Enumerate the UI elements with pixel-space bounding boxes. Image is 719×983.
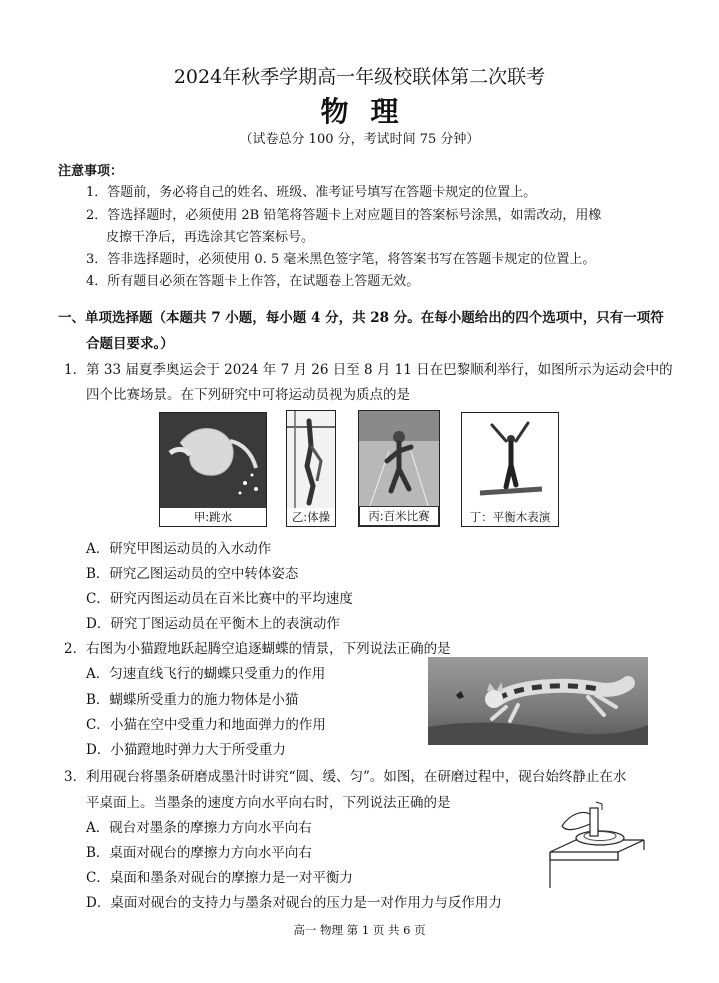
cat-butterfly-illustration: [428, 657, 648, 745]
question-1-option-a: A．研究甲图运动员的入水动作: [86, 541, 272, 557]
question-3-stem: 3．利用砚台将墨条研磨成墨汁时讲究“圆、缓、匀”。如图，在研磨过程中，砚台始终静止在水: [64, 769, 627, 785]
inkstone-diagram: [540, 800, 650, 895]
question-1-option-b: B．研究乙图运动员的空中转体姿态: [86, 566, 299, 582]
question-3-option-d: D．桌面对砚台的支持力与墨条对砚台的压力是一对作用力与反作用力: [86, 895, 502, 911]
caption-sprint: 丙:百米比赛: [359, 506, 439, 526]
question-2-option-d: D．小猫蹬地时弹力大于所受重力: [86, 742, 286, 758]
caption-diving: 甲:跳水: [160, 508, 266, 526]
question-3-option-a: A．砚台对墨条的摩擦力方向水平向右: [86, 820, 312, 836]
exam-title: 2024年秋季学期高一年级校联体第二次联考: [173, 66, 546, 88]
gymnastics-illustration: [287, 411, 336, 509]
question-2-option-a: A．匀速直线飞行的蝴蝶只受重力的作用: [86, 666, 326, 682]
question-3-option-c: C．桌面和墨条对砚台的摩擦力是一对平衡力: [86, 870, 353, 886]
notice-item: 1．答题前，务必将自己的姓名、班级、准考证号填写在答题卡规定的位置上。: [86, 185, 537, 200]
notice-item-continued: 皮擦干净后，再选涂其它答案标号。: [106, 230, 315, 245]
section-heading-continued: 合题目要求。）: [86, 336, 174, 352]
photo-sprint: [358, 410, 440, 527]
question-2-option-b: B．蝴蝶所受重力的施力物体是小猫: [86, 692, 299, 708]
balance-beam-illustration: [462, 413, 559, 509]
caption-gymnastics: 乙:体操: [287, 508, 335, 526]
exam-meta: （试卷总分 100 分，考试时间 75 分钟）: [239, 132, 480, 147]
question-1-option-c: C．研究丙图运动员在百米比赛中的平均速度: [86, 591, 353, 607]
inkstone-illustration: [540, 800, 650, 895]
question-1-stem-continued: 四个比赛场景。在下列研究中可将运动员视为质点的是: [86, 387, 410, 403]
notice-item: 2．答选择题时，必须使用 2B 铅笔将答题卡上对应题目的答案标号涂黑，如需改动，用橡: [86, 208, 602, 223]
question-1-stem: 1．第 33 届夏季奥运会于 2024 年 7 月 26 日至 8 月 11 日在巴黎顺利举行，如图所示为运动会中的: [64, 362, 673, 378]
photo-diving: [159, 412, 267, 527]
diving-illustration: [160, 413, 267, 509]
question-3-stem-continued: 平桌面上。当墨条的速度方向水平向右时，下列说法正确的是: [86, 795, 451, 811]
photo-balance-beam: [461, 412, 559, 527]
photo-cat-butterfly: [428, 657, 648, 745]
page-footer: 高一 物理 第 1 页 共 6 页: [293, 923, 426, 937]
subject-title: 物理: [320, 95, 421, 128]
question-2-option-c: C．小猫在空中受重力和地面弹力的作用: [86, 717, 326, 733]
caption-balance-beam: 丁：平衡木表演: [462, 508, 558, 526]
question-1-option-d: D．研究丁图运动员在平衡木上的表演动作: [86, 616, 340, 632]
notice-heading: 注意事项：: [58, 164, 124, 179]
sprint-illustration: [359, 411, 440, 509]
question-2-stem: 2．右图为小猫蹬地跃起腾空追逐蝴蝶的情景，下列说法正确的是: [64, 641, 451, 657]
question-3-option-b: B．桌面对砚台的摩擦力方向水平向右: [86, 845, 312, 861]
notice-item: 4．所有题目必须在答题卡上作答，在试题卷上答题无效。: [86, 274, 420, 289]
section-heading: 一、单项选择题（本题共 7 小题，每小题 4 分，共 28 分。在每小题给出的四个选项中，只有一项符: [58, 310, 664, 326]
notice-item: 3．答非选择题时，必须使用 0. 5 毫米黑色签字笔，将答案书写在答题卡规定的位置上。: [86, 252, 596, 267]
photo-gymnastics: [286, 410, 336, 527]
